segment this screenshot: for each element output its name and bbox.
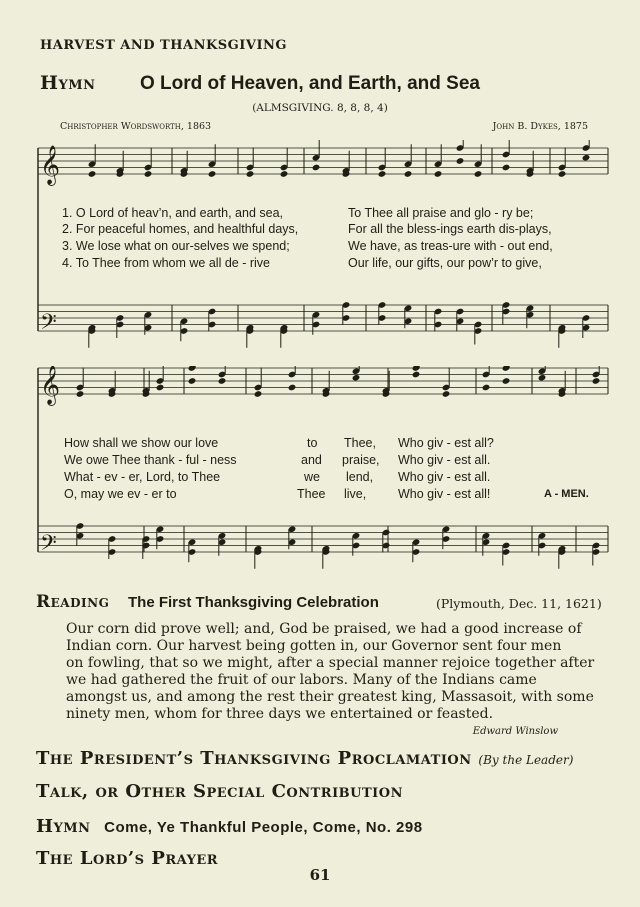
- reading-source: (Plymouth, Dec. 11, 1621): [436, 596, 602, 611]
- reading-label: Reading: [36, 592, 110, 612]
- page-number: 61: [309, 866, 331, 884]
- amen-label: A - MEN.: [544, 488, 589, 500]
- reading-line: Our corn did prove well; and, God be praised, we had a good increase of: [66, 621, 582, 637]
- closing-hymn-label: Hymn: [36, 816, 91, 837]
- reading-line: ninety men, whom for three days we entertained or feasted.: [66, 706, 494, 722]
- verse-text: For all the bless-ings earth dis-plays,: [348, 222, 552, 236]
- svg-text:𝄞: 𝄞: [40, 145, 61, 185]
- verse-text: We have, as treas-ure with - out end,: [348, 239, 553, 253]
- verse-text: to: [307, 436, 318, 450]
- verse-text: Our life, our gifts, our pow’r to give,: [348, 256, 542, 270]
- verse-text: Who giv - est all.: [398, 453, 491, 467]
- hymn-label: Hymn: [40, 72, 96, 94]
- verse-text: Who giv - est all?: [398, 436, 494, 450]
- verse-number: 3.: [62, 239, 73, 253]
- svg-text:𝄞: 𝄞: [40, 366, 61, 405]
- lords-prayer-line: The Lord’s Prayer: [36, 848, 219, 869]
- verse-text: Thee,: [344, 436, 376, 450]
- closing-hymn-ref: Come, Ye Thankful People, Come, No. 298: [104, 819, 423, 836]
- svg-text:𝄢: 𝄢: [40, 310, 57, 340]
- reading-line: on fowling, that so we might, after a special manner rejoice together after: [66, 655, 595, 671]
- proclamation-title: The President’s Thanksgiving Proclamation: [36, 748, 472, 769]
- verse-text: lend,: [346, 470, 374, 484]
- verse-number: 4.: [62, 256, 73, 270]
- reading-body: [66, 621, 608, 723]
- reading-title: The First Thanksgiving Celebration: [128, 594, 379, 611]
- verse-text: and: [301, 453, 322, 467]
- verse-text: live,: [344, 487, 367, 501]
- reading-line: amongst us, and among the rest their greatest king, Massasoit, with some: [66, 689, 594, 705]
- verse-text: We lose what on our-selves we spend;: [75, 239, 290, 253]
- section-heading: HARVEST AND THANKSGIVING: [40, 38, 288, 53]
- reading-attribution: Edward Winslow: [472, 726, 558, 737]
- verse-text: How shall we show our love: [64, 436, 219, 450]
- talk-line: Talk, or Other Special Contribution: [36, 781, 403, 802]
- verse-text: Who giv - est all!: [398, 487, 491, 501]
- verse-text: Who giv - est all.: [398, 470, 491, 484]
- hymn-title: O Lord of Heaven, and Earth, and Sea: [140, 73, 480, 94]
- verse-text: We owe Thee thank - ful - ness: [64, 453, 237, 467]
- proclamation-line: [36, 748, 573, 769]
- closing-hymn-line: [36, 816, 423, 837]
- hymn-meter: (ALMSGIVING. 8, 8, 8, 4): [252, 102, 388, 114]
- verse-text: praise,: [342, 453, 380, 467]
- verse-text: For peaceful homes, and healthful days,: [75, 222, 299, 236]
- hymn-composer: John B. Dykes, 1875: [492, 121, 588, 132]
- verses-bottom: [64, 436, 610, 506]
- verse-text: To Thee all praise and glo - ry be;: [348, 206, 534, 220]
- verse-text: To Thee from whom we all de - rive: [75, 256, 270, 270]
- verse-text: O Lord of heav’n, and earth, and sea,: [75, 206, 284, 220]
- hymn-author: Christopher Wordsworth, 1863: [60, 121, 212, 132]
- verse-text: we: [304, 470, 320, 484]
- verse-text: What - ev - er, Lord, to Thee: [64, 470, 221, 484]
- verse-text: Thee: [297, 487, 326, 501]
- reading-line: Indian corn. Our harvest being gotten in, our Governor sent four men: [66, 638, 562, 654]
- verse-number: 1.: [62, 206, 73, 220]
- svg-text:𝄢: 𝄢: [40, 531, 57, 561]
- proclamation-note: (By the Leader): [478, 753, 574, 767]
- verse-text: O, may we ev - er to: [64, 487, 177, 501]
- verses-top: [62, 206, 610, 276]
- reading-line: we had gathered the fruit of our labors. Many of the Indians came: [66, 672, 537, 688]
- verse-number: 2.: [62, 222, 73, 236]
